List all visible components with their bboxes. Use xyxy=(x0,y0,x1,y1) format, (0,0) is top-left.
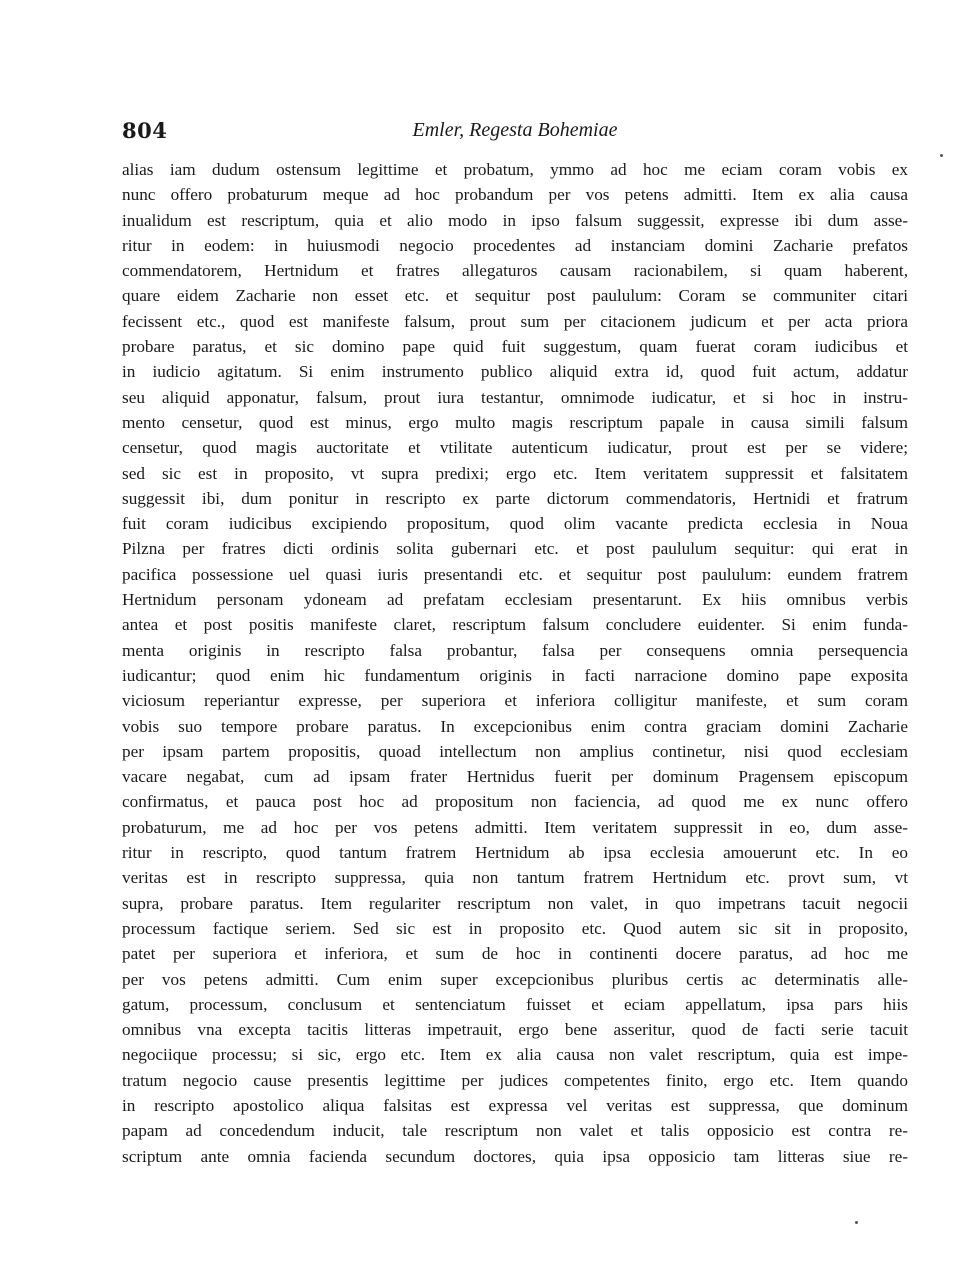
text-line: ritur in rescripto, quod tantum fratrem Hertnidum ab ipsa ecclesia amouerunt etc. In eo xyxy=(122,843,908,863)
text-line: antea et post positis manifeste claret, rescriptum falsum concludere euidenter. Si enim funda- xyxy=(122,615,908,635)
text-line: fuit coram iudicibus excipiendo propositum, quod olim vacante predicta ecclesia in Noua xyxy=(122,514,908,534)
running-head xyxy=(122,118,908,148)
text-line: menta originis in rescripto falsa probantur, falsa per consequens omnia persequencia xyxy=(122,640,908,660)
text-line: fecissent etc., quod est manifeste falsum, prout sum per citacionem judicum et per acta priora xyxy=(122,311,908,331)
scan-speck xyxy=(940,154,943,157)
text-line: pacifica possessione uel quasi iuris presentandi etc. et sequitur post paululum: eundem fratrem xyxy=(122,564,908,584)
text-line: confirmatus, et pauca post hoc ad propositum non faciencia, ad quod me ex nunc offero xyxy=(122,792,908,812)
text-line: commendatorem, Hertnidum et fratres allegaturos causam racionabilem, si quam haberent, xyxy=(122,261,908,281)
text-line: iudicantur; quod enim hic fundamentum originis in facti narracione domino pape exposita xyxy=(122,665,908,685)
text-line: omnibus vna excepta tacitis litteras impetrauit, ergo bene asseritur, quod de facti serie tacuit xyxy=(122,1020,908,1040)
text-line: scriptum ante omnia facienda secundum doctores, quia ipsa opposicio tam litteras siue re- xyxy=(122,1146,908,1166)
text-line: veritas est in rescripto suppressa, quia non tantum fratrem Hertnidum etc. provt sum, vt xyxy=(122,868,908,888)
text-line: patet per superiora et inferiora, et sum de hoc in continenti docere paratus, ad hoc me xyxy=(122,944,908,964)
page-number: 804 xyxy=(122,118,168,143)
text-line: tratum negocio cause presentis legittime per judices competentes finito, ergo etc. Item quando xyxy=(122,1070,908,1090)
text-line: nunc offero probaturum meque ad hoc probandum per vos petens admitti. Item ex alia causa xyxy=(122,185,908,205)
text-line: quare eidem Zacharie non esset etc. et sequitur post paululum: Coram se communiter citari xyxy=(122,286,908,306)
text-line: inualidum est rescriptum, quia et alio modo in ipso falsum suggessit, expresse ibi dum asse- xyxy=(122,210,908,230)
text-line: mento censetur, quod est minus, ergo multo magis rescriptum papale in causa simili falsum xyxy=(122,412,908,432)
page-header-title: Emler, Regesta Bohemiae xyxy=(412,119,618,141)
text-line: probare paratus, et sic domino pape quid fuit suggestum, quam fuerat coram iudicibus et xyxy=(122,337,908,357)
text-line: in rescripto apostolico aliqua falsitas est expressa vel veritas est suppressa, que dominum xyxy=(122,1095,908,1115)
text-line: sed sic est in proposito, vt supra predixi; ergo etc. Item veritatem suppressit et falsitatem xyxy=(122,463,908,483)
text-line: ritur in eodem: in huiusmodi negocio procedentes ad instanciam domini Zacharie prefatos xyxy=(122,235,908,255)
text-line: viciosum reperiantur expresse, per superiora et inferiora colligitur manifeste, et sum coram xyxy=(122,691,908,711)
text-line: vacare negabat, cum ad ipsam frater Hertnidus fuerit per dominum Pragensem episcopum xyxy=(122,767,908,787)
scan-speck xyxy=(855,1221,858,1224)
text-line: Pilzna per fratres dicti ordinis solita gubernari etc. et post paululum sequitur: qui erat in xyxy=(122,539,908,559)
text-line: alias iam dudum ostensum legittime et probatum, ymmo ad hoc me eciam coram vobis ex xyxy=(122,160,908,179)
body-text xyxy=(122,157,908,1169)
text-line: per ipsam partem propositis, quoad intellectum non amplius continetur, nisi quod ecclesiam xyxy=(122,741,908,761)
text-line: in iudicio agitatum. Si enim instrumento publico aliquid extra id, quod fuit actum, addatur xyxy=(122,362,908,382)
text-line: censetur, quod magis auctoritate et vtilitate autenticum iudicatur, prout est per se videre; xyxy=(122,438,908,458)
text-line: processum factique seriem. Sed sic est in proposito etc. Quod autem sic sit in proposito, xyxy=(122,918,908,938)
text-line: supra, probare paratus. Item regulariter rescriptum non valet, in quo impetrans tacuit negocii xyxy=(122,893,908,913)
text-line: seu aliquid apponatur, falsum, prout iura testantur, omnimode iudicatur, et si hoc in instru- xyxy=(122,387,908,407)
text-line: papam ad concedendum inducit, tale rescriptum non valet et talis opposicio est contra re- xyxy=(122,1121,908,1141)
text-line: gatum, processum, conclusum et sentenciatum fuisset et eciam appellatum, ipsa pars hiis xyxy=(122,994,908,1014)
text-line: suggessit ibi, dum ponitur in rescripto ex parte dictorum commendatoris, Hertnidi et fratrum xyxy=(122,488,908,508)
text-line: vobis suo tempore probare paratus. In excepcionibus enim contra graciam domini Zacharie xyxy=(122,716,908,736)
text-line: Hertnidum personam ydoneam ad prefatam ecclesiam presentarunt. Ex hiis omnibus verbis xyxy=(122,590,908,610)
text-line: per vos petens admitti. Cum enim super excepcionibus pluribus certis ac determinatis alle- xyxy=(122,969,908,989)
text-line: probaturum, me ad hoc per vos petens admitti. Item veritatem suppressit in eo, dum asse- xyxy=(122,817,908,837)
text-line: negociique processu; si sic, ergo etc. Item ex alia causa non valet rescriptum, quia est impe- xyxy=(122,1045,908,1065)
